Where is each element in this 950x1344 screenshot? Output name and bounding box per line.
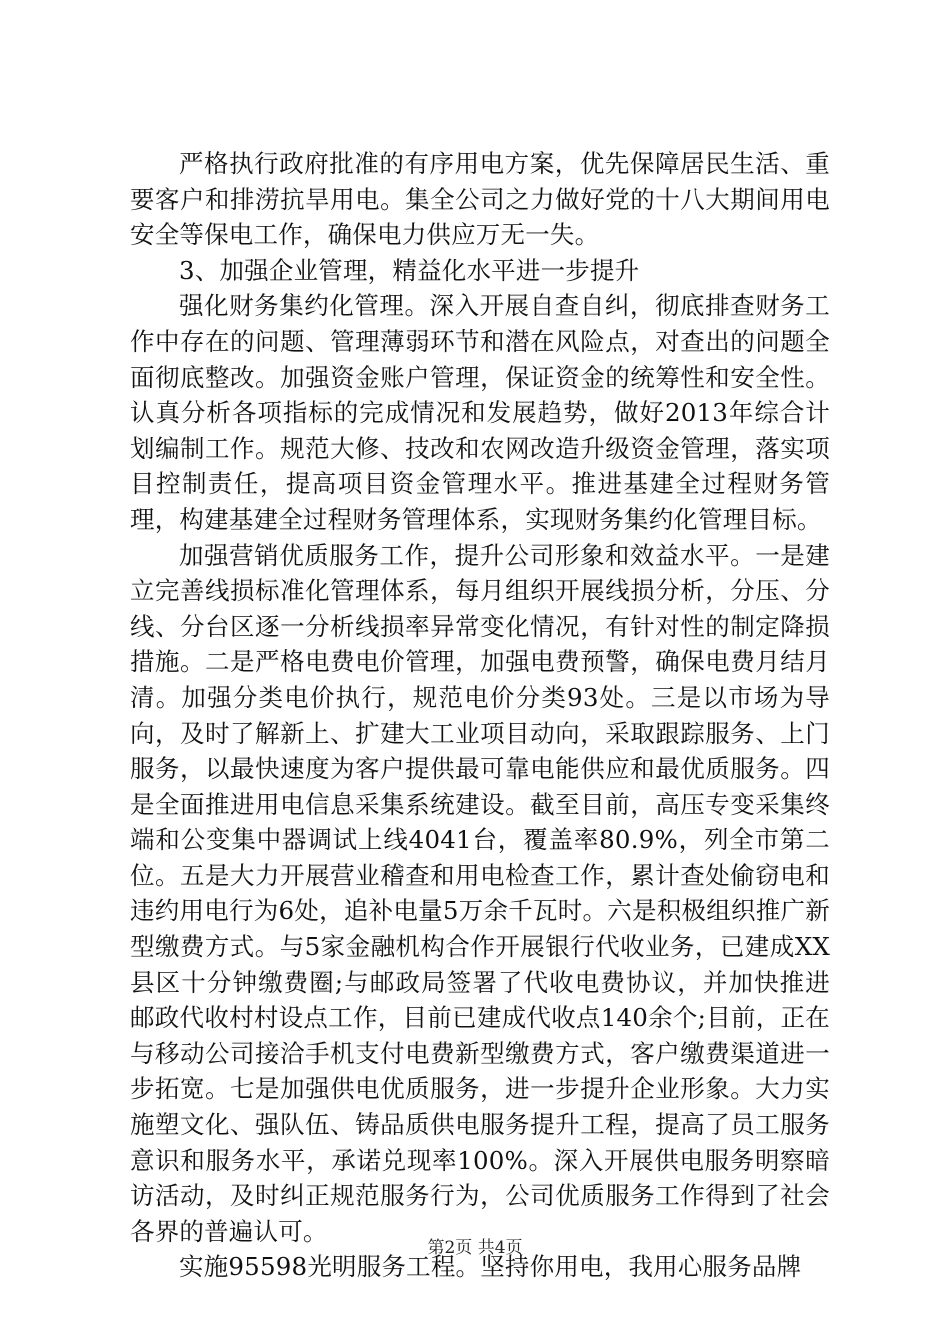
section-heading-enterprise-management: 3、加强企业管理，精益化水平进一步提升: [179, 255, 640, 285]
paragraph-marketing-service: 加强营销优质服务工作，提升公司形象和效益水平。一是建立完善线损标准化管理体系，每月组织开展线损分析，分压、分线、分台区逐一分析线损率异常变化情况，有针对性的制定降损措施。二是严格电费电价管理，加强电费预警，确保电费月结月清。加强分类电价执行，规范电价分类93处。三是以市场为导向，及时了解新上、扩建大工业项目动向，采取跟踪服务、上门服务，以最快速度为客户提供最可靠电能供应和最优质服务。四是全面推进用电信息采集系统建设。截至目前，高压专变采集终端和公变集中器调试上线4041台，覆盖率80.9%，列全市第二位。五是大力开展营业稽查和用电检查工作，累计查处偷窃电和违约用电行为6处，追补电量5万余千瓦时。六是积极组织推广新型缴费方式。与5家金融机构合作开展银行代收业务，已建成XX县区十分钟缴费圈;与邮政局签署了代收电费协议，并加快推进邮政代收村村设点工作，目前已建成代收点140余个;目前，正在与移动公司接洽手机支付电费新型缴费方式，客户缴费渠道进一步拓宽。七是加强供电优质服务，进一步提升企业形象。大力实施塑文化、强队伍、铸品质供电服务提升工程，提高了员工服务意识和服务水平，承诺兑现率100%。深入开展供电服务明察暗访活动，及时纠正规范服务行为，公司优质服务工作得到了社会各界的普遍认可。: [130, 540, 830, 1246]
page-number-label: 第2页 共4页: [427, 1238, 523, 1258]
paragraph-95598-service: 实施95598光明服务工程。坚持你用电，我用心服务品牌: [179, 1252, 802, 1282]
document-body: [130, 146, 830, 1285]
paragraph-power-supply: 严格执行政府批准的有序用电方案，优先保障居民生活、重要客户和排涝抗旱用电。集全公司之力做好党的十八大期间用电安全等保电工作，确保电力供应万无一失。: [130, 149, 830, 250]
page-footer: [0, 1236, 950, 1260]
paragraph-financial-management: 强化财务集约化管理。深入开展自查自纠，彻底排查财务工作中存在的问题、管理薄弱环节和潜在风险点，对查出的问题全面彻底整改。加强资金账户管理，保证资金的统筹性和安全性。认真分析各项指标的完成情况和发展趋势，做好2013年综合计划编制工作。规范大修、技改和农网改造升级资金管理，落实项目控制责任，提高项目资金管理水平。推进基建全过程财务管理，构建基建全过程财务管理体系，实现财务集约化管理目标。: [130, 291, 830, 534]
